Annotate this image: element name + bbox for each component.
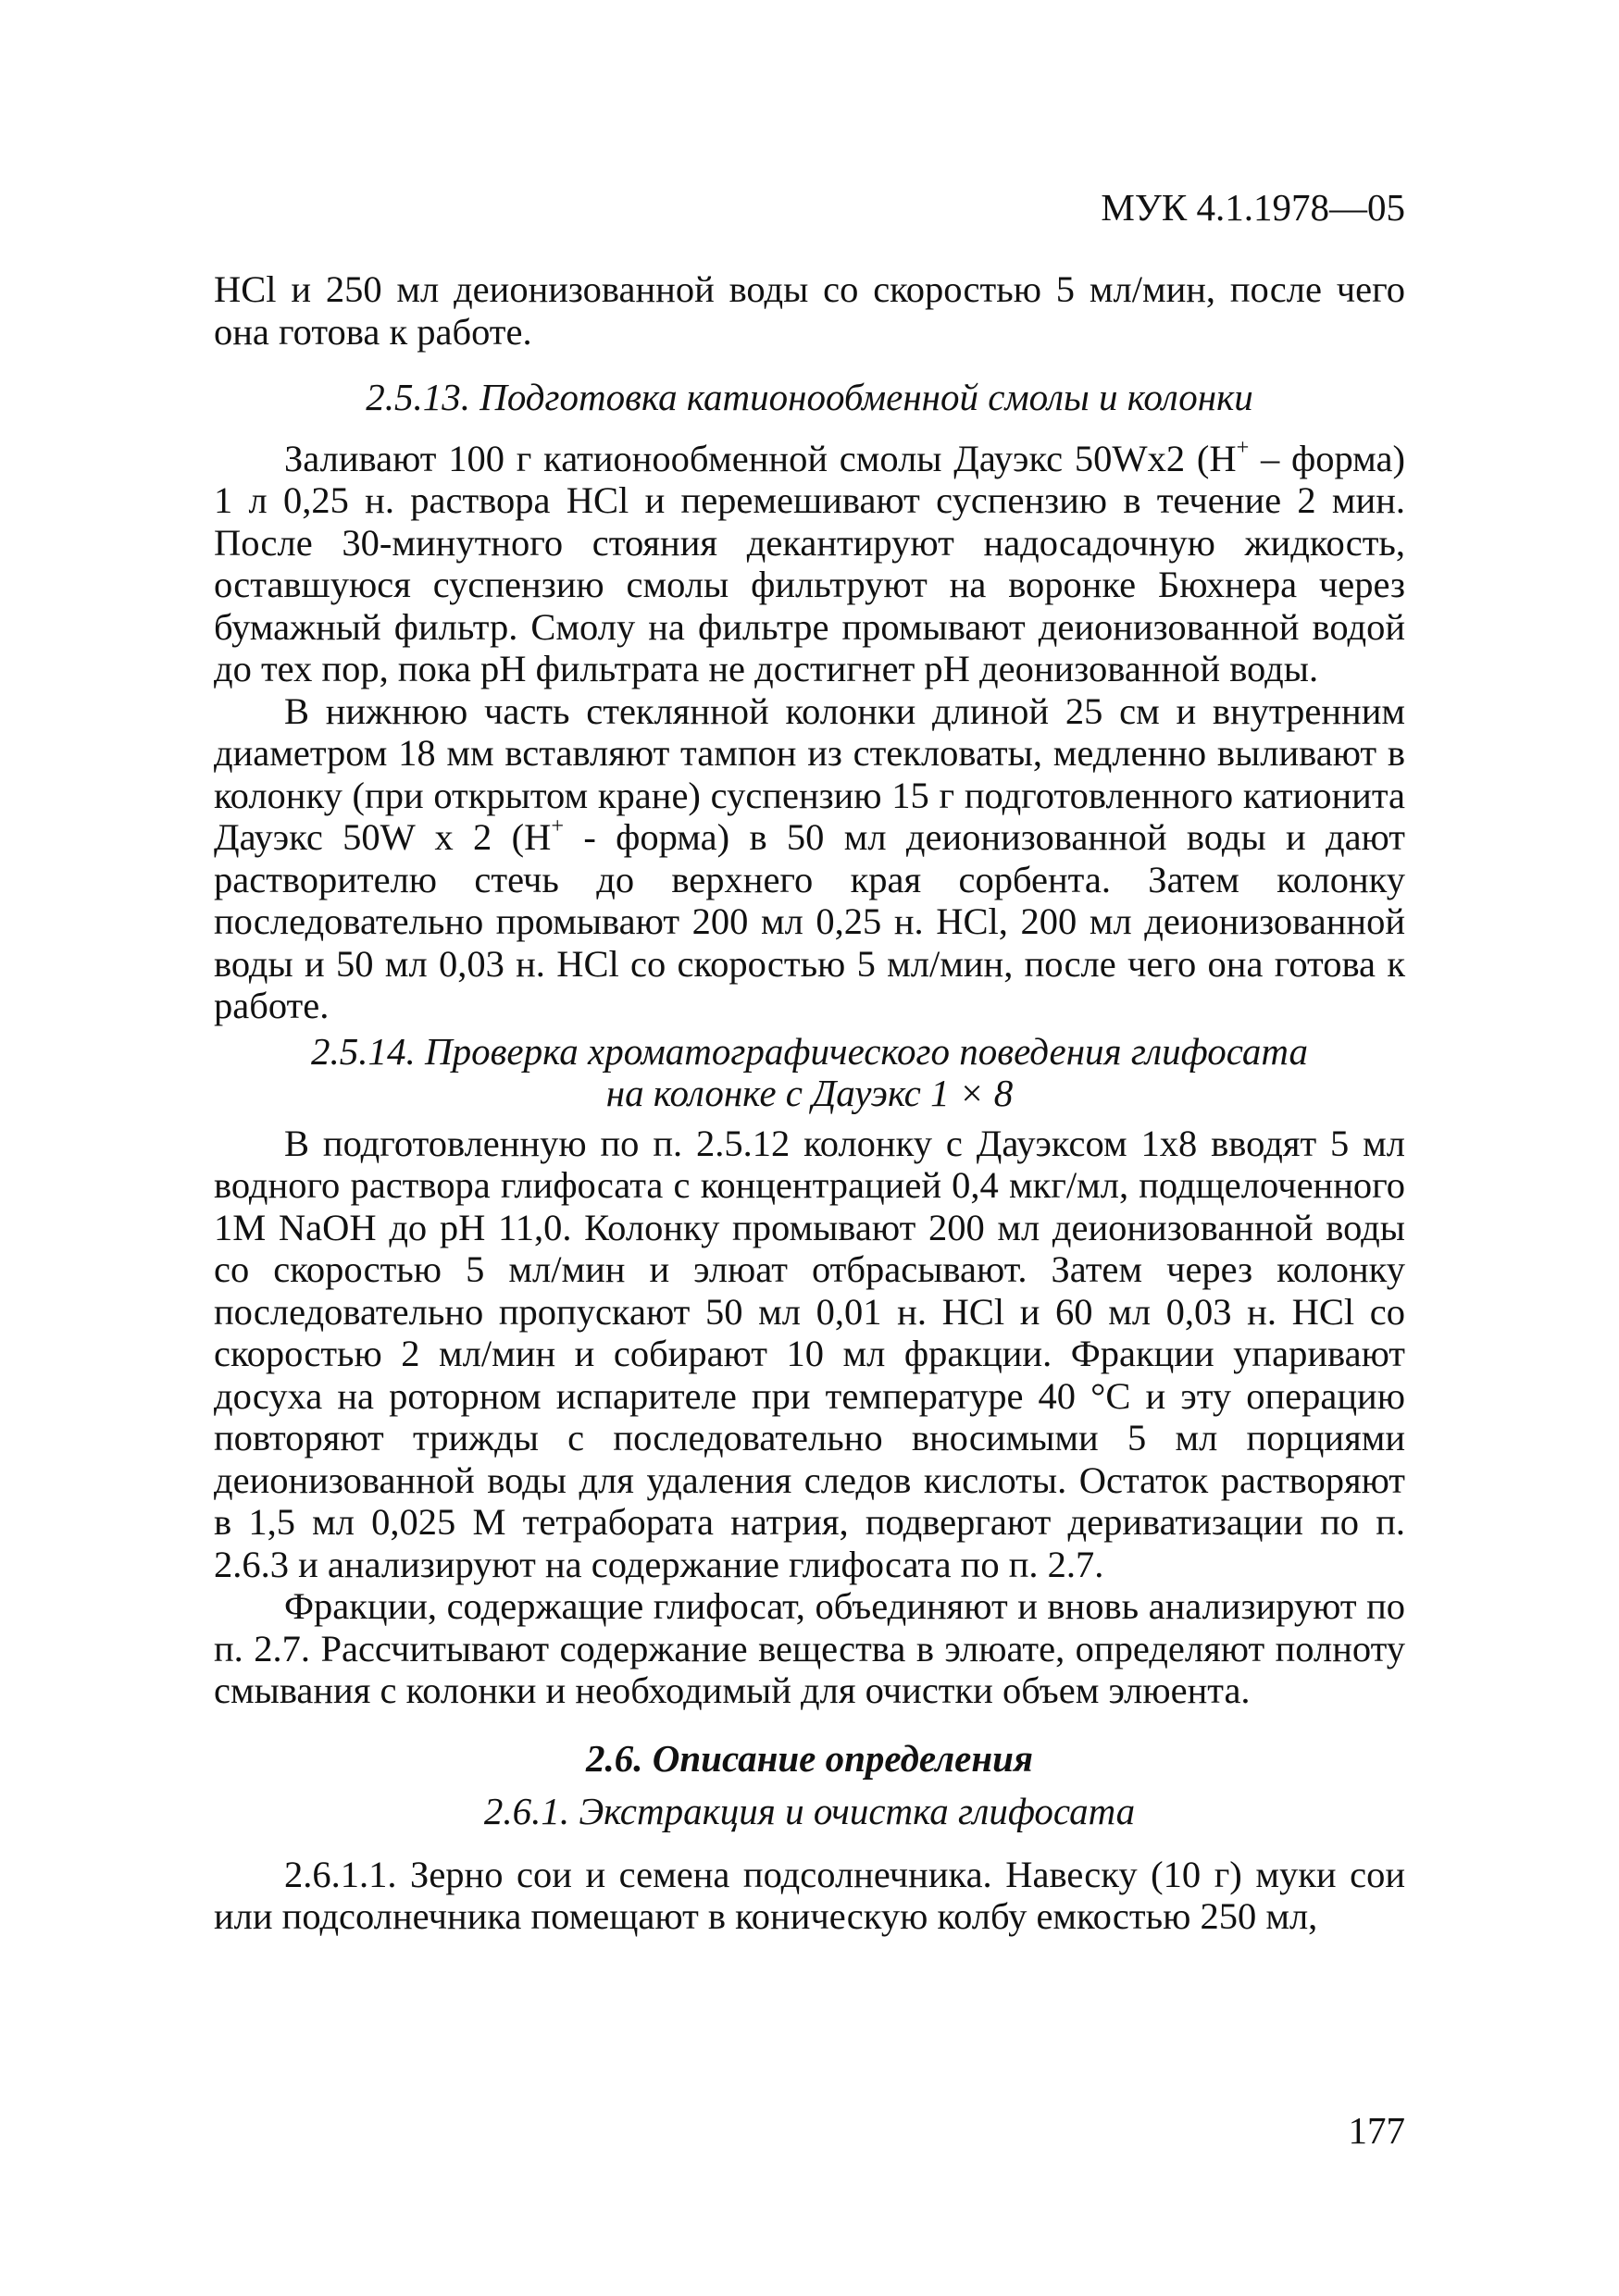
paragraph-p-column: В нижнюю часть стеклянной колонки длиной 25 см и внутренним диаметром 18 мм вставляют тампон из стекловаты, медленно выливают в колонку (при открытом кране) суспензию 15 г подготовленного катионита Дауэкс 50W х 2 (H+ - форма) в 50 мл деионизованной воды и дают растворителю стечь до верхнего края сорбента. Затем колонку последовательно промывают 200 мл 0,25 н. HCl, 200 мл деионизованной воды и 50 мл 0,03 н. HCl со скоростью 5 мл/мин, после чего она готова к работе. xyxy=(214,689,1405,1026)
page-body xyxy=(214,268,1405,1938)
paragraph-p-check: В подготовленную по п. 2.5.12 колонку с Дауэксом 1х8 вводят 5 мл водного раствора глифосата с концентрацией 0,4 мкг/мл, подщелоченного 1M NaOH до pH 11,0. Колонку промывают 200 мл деионизованной воды со скоростью 5 мл/мин и элюат отбрасывают. Затем через колонку последовательно пропускают 50 мл 0,01 н. HCl и 60 мл 0,03 н. HCl со скоростью 2 мл/мин и собирают 10 мл фракции. Фракции упаривают досуха на роторном испарителе при температуре 40 °C и эту операцию повторяют трижды с последовательно вносимыми 5 мл порциями деионизованной воды для удаления следов кислоты. Остаток растворяют в 1,5 мл 0,025 М тетрабората натрия, подвергают дериватизации по п. 2.6.3 и анализируют на содержание глифосата по п. 2.7. xyxy=(214,1122,1405,1585)
heading-h-2-6: 2.6. Описание определения xyxy=(585,1736,1034,1780)
paragraph-p-2-6-1-1: 2.6.1.1. Зерно сои и семена подсолнечника. Навеску (10 г) муки сои или подсолнечника помещают в коническую колбу емкостью 250 мл, xyxy=(214,1853,1405,1937)
heading-h-2-5-14-line2: на колонке с Дауэкс 1 × 8 xyxy=(605,1072,1014,1114)
paragraph-p-cont: HCl и 250 мл деионизованной воды со скоростью 5 мл/мин, после чего она готова к работе. xyxy=(214,268,1405,353)
document-code-header: МУК 4.1.1978—05 xyxy=(1101,186,1405,229)
heading-h-2-5-13: 2.5.13. Подготовка катионообменной смолы и колонки xyxy=(366,376,1253,418)
heading-h-2-5-14-line1: 2.5.14. Проверка хроматографического поведения глифосата xyxy=(310,1029,1308,1073)
heading-h-2-6-1: 2.6.1. Экстракция и очистка глифосата xyxy=(483,1790,1136,1832)
paragraph-p-fractions: Фракции, содержащие глифосат, объединяют и вновь анализируют по п. 2.7. Рассчитывают содержание вещества в элюате, определяют полноту смывания с колонки и необходимый для очистки объем элюента. xyxy=(214,1585,1405,1711)
page-number: 177 xyxy=(1348,2109,1405,2152)
paragraph-p-resin: Заливают 100 г катионообменной смолы Дауэкс 50Wx2 (H+ – форма) 1 л 0,25 н. раствора HCl и перемешивают суспензию в течение 2 мин. После 30-минутного стояния декантируют надосадочную жидкость, оставшуюся суспензию смолы фильтруют на воронке Бюхнера через бумажный фильтр. Смолу на фильтре промывают деионизованной водой до тех пор, пока pH фильтрата не достигнет pH деонизованной воды. xyxy=(214,434,1405,689)
